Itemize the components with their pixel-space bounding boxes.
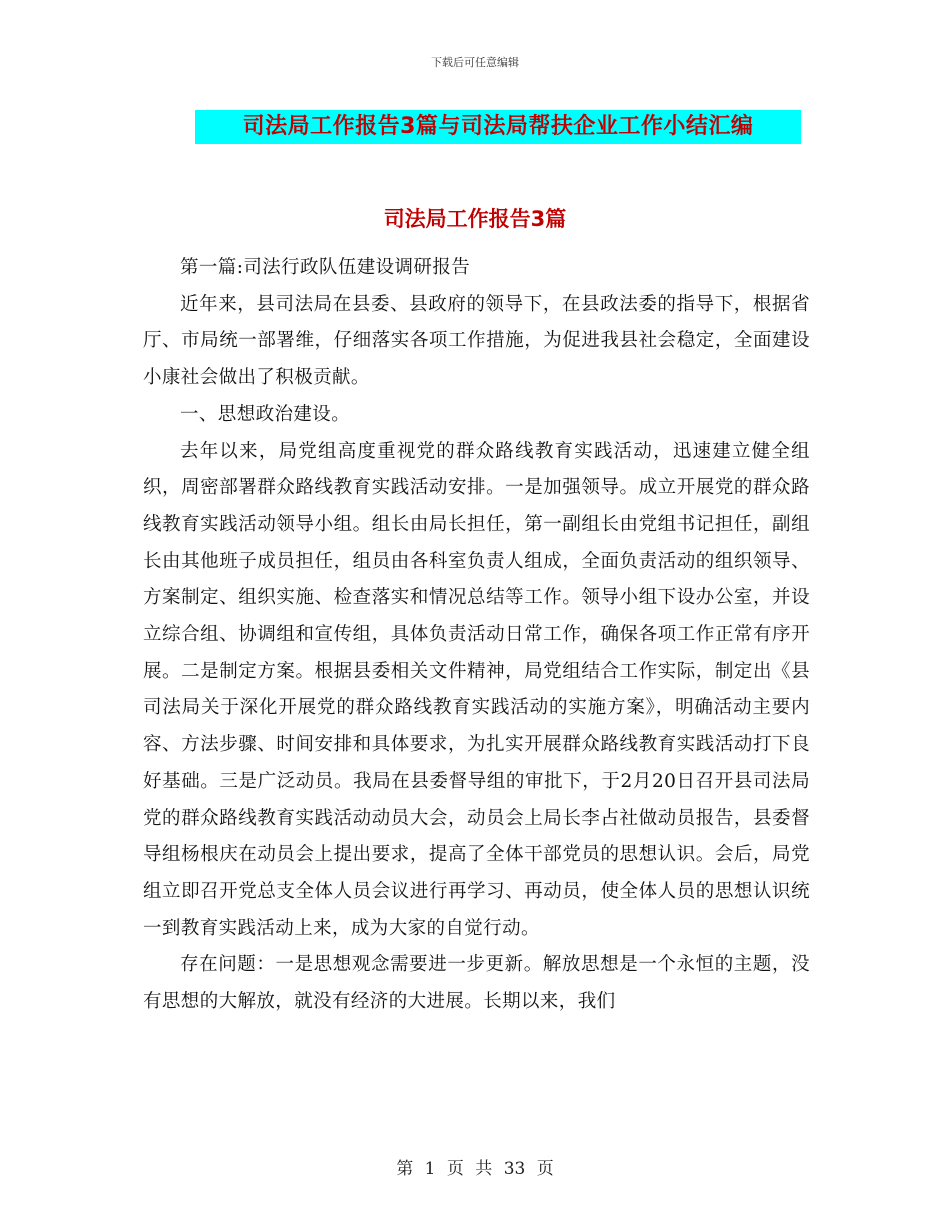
document-main-title: 司法局工作报告3篇与司法局帮扶企业工作小结汇编 <box>242 114 754 139</box>
body-paragraph: 存在问题：一是思想观念需要进一步更新。解放思想是一个永恒的主题，没有思想的大解放，就没有经济的大进展。长期以来，我们 <box>143 954 810 1013</box>
main-title-highlight <box>195 110 801 144</box>
body-paragraph: 去年以来，局党组高度重视党的群众路线教育实践活动，迅速建立健全组织，周密部署群众路线教育实践活动安排。一是加强领导。成立开展党的群众路线教育实践活动领导小组。组长由局长担任，第一副组长由党组书记担任，副组长由其他班子成员担任，组员由各科室负责人组成，全面负责活动的组织领导、方案制定、组织实施、检查落实和情况总结等工作。领导小组下设办公室，并设立综合组、协调组和宣传组，具体负责活动日常工作，确保各项工作正常有序开展。二是制定方案。根据县委相关文件精神，局党组结合工作实际，制定出《县司法局关于深化开展党的群众路线教育实践活动的实施方案》，明确活动主要内容、方法步骤、时间安排和具体要求，为扎实开展群众路线教育实践活动打下良好基础。三是广泛动员。我局在县委督导组的审批下，于2月20日召开县司法局党的群众路线教育实践活动动员大会，动员会上局长李占社做动员报告，县委督导组杨根庆在动员会上提出要求，提高了全体干部党员的思想认识。会后，局党组立即召开党总支全体人员会议进行再学习、再动员，使全体人员的思想认识统一到教育实践活动上来，成为大家的自觉行动。 <box>143 440 810 939</box>
page-number-footer: 第 1 页 共 33 页 <box>396 1159 554 1179</box>
section-title: 司法局工作报告3篇 <box>383 207 567 231</box>
subsection-heading: 一、思想政治建设。 <box>180 403 351 425</box>
document-body <box>143 250 810 1021</box>
body-paragraph: 近年来，县司法局在县委、县政府的领导下，在县政法委的指导下，根据省厅、市局统一部署维，仔细落实各项工作措施，为促进我县社会稳定，全面建设小康社会做出了积极贡献。 <box>143 293 810 389</box>
header-note: 下载后可任意编辑 <box>431 56 519 69</box>
chapter-heading: 第一篇:司法行政队伍建设调研报告 <box>180 257 471 278</box>
